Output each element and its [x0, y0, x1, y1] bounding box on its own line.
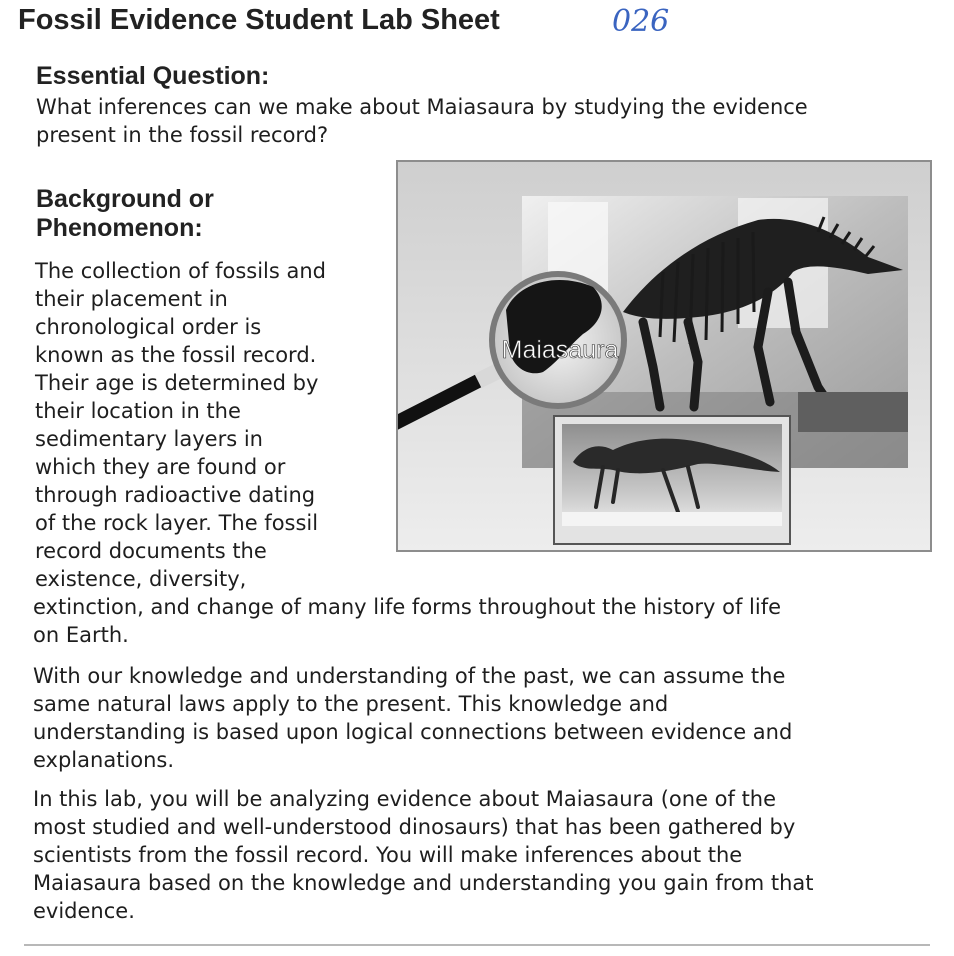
text-line: In this lab, you will be analyzing evidence about Maiasaura (one of the: [33, 787, 777, 811]
essential-question-text: [36, 93, 808, 149]
text-line: their placement in: [35, 287, 228, 311]
page-title: Fossil Evidence Student Lab Sheet: [18, 4, 500, 36]
text-line: which they are found or: [35, 455, 286, 479]
text-line: Maiasaura based on the knowledge and understanding you gain from that: [33, 871, 814, 895]
handwritten-page-number: 026: [612, 4, 670, 39]
text-line: known as the fossil record.: [35, 343, 317, 367]
maiasaura-figure: [396, 160, 932, 552]
text-line: existence, diversity,: [35, 567, 247, 591]
text-line: sedimentary layers in: [35, 427, 263, 451]
text-line: chronological order is: [35, 315, 262, 339]
text-line: most studied and well-understood dinosaurs) that has been gathered by: [33, 815, 796, 839]
text-line: understanding is based upon logical connections between evidence and: [33, 720, 793, 744]
text-line: through radioactive dating: [35, 483, 316, 507]
maiasaura-illustration: [398, 162, 930, 550]
background-paragraph-2: [33, 662, 792, 774]
bottom-divider: [24, 944, 930, 946]
magnifier-label: Maiasaura: [501, 336, 619, 364]
text-line: record documents the: [35, 539, 267, 563]
text-line: scientists from the fossil record. You will make inferences about the: [33, 843, 743, 867]
text-line: With our knowledge and understanding of the past, we can assume the: [33, 664, 786, 688]
text-line: their location in the: [35, 399, 241, 423]
text-line: Their age is determined by: [35, 371, 319, 395]
text-line: What inferences can we make about Maiasaura by studying the evidence: [36, 95, 808, 119]
text-line: on Earth.: [33, 623, 129, 647]
background-paragraph-3: [33, 785, 814, 925]
text-line: evidence.: [33, 899, 135, 923]
inset-skeleton-photo: [554, 416, 790, 544]
essential-question-heading: Essential Question:: [36, 62, 270, 90]
text-line: of the rock layer. The fossil: [35, 511, 319, 535]
heading-line: Background or: [36, 185, 214, 213]
background-heading: [36, 185, 214, 243]
text-line: present in the fossil record?: [36, 123, 329, 147]
text-line: same natural laws apply to the present. This knowledge and: [33, 692, 669, 716]
text-line: extinction, and change of many life forms throughout the history of life: [33, 595, 782, 619]
heading-line: Phenomenon:: [36, 214, 203, 242]
text-line: explanations.: [33, 748, 175, 772]
text-line: The collection of fossils and: [35, 259, 326, 283]
